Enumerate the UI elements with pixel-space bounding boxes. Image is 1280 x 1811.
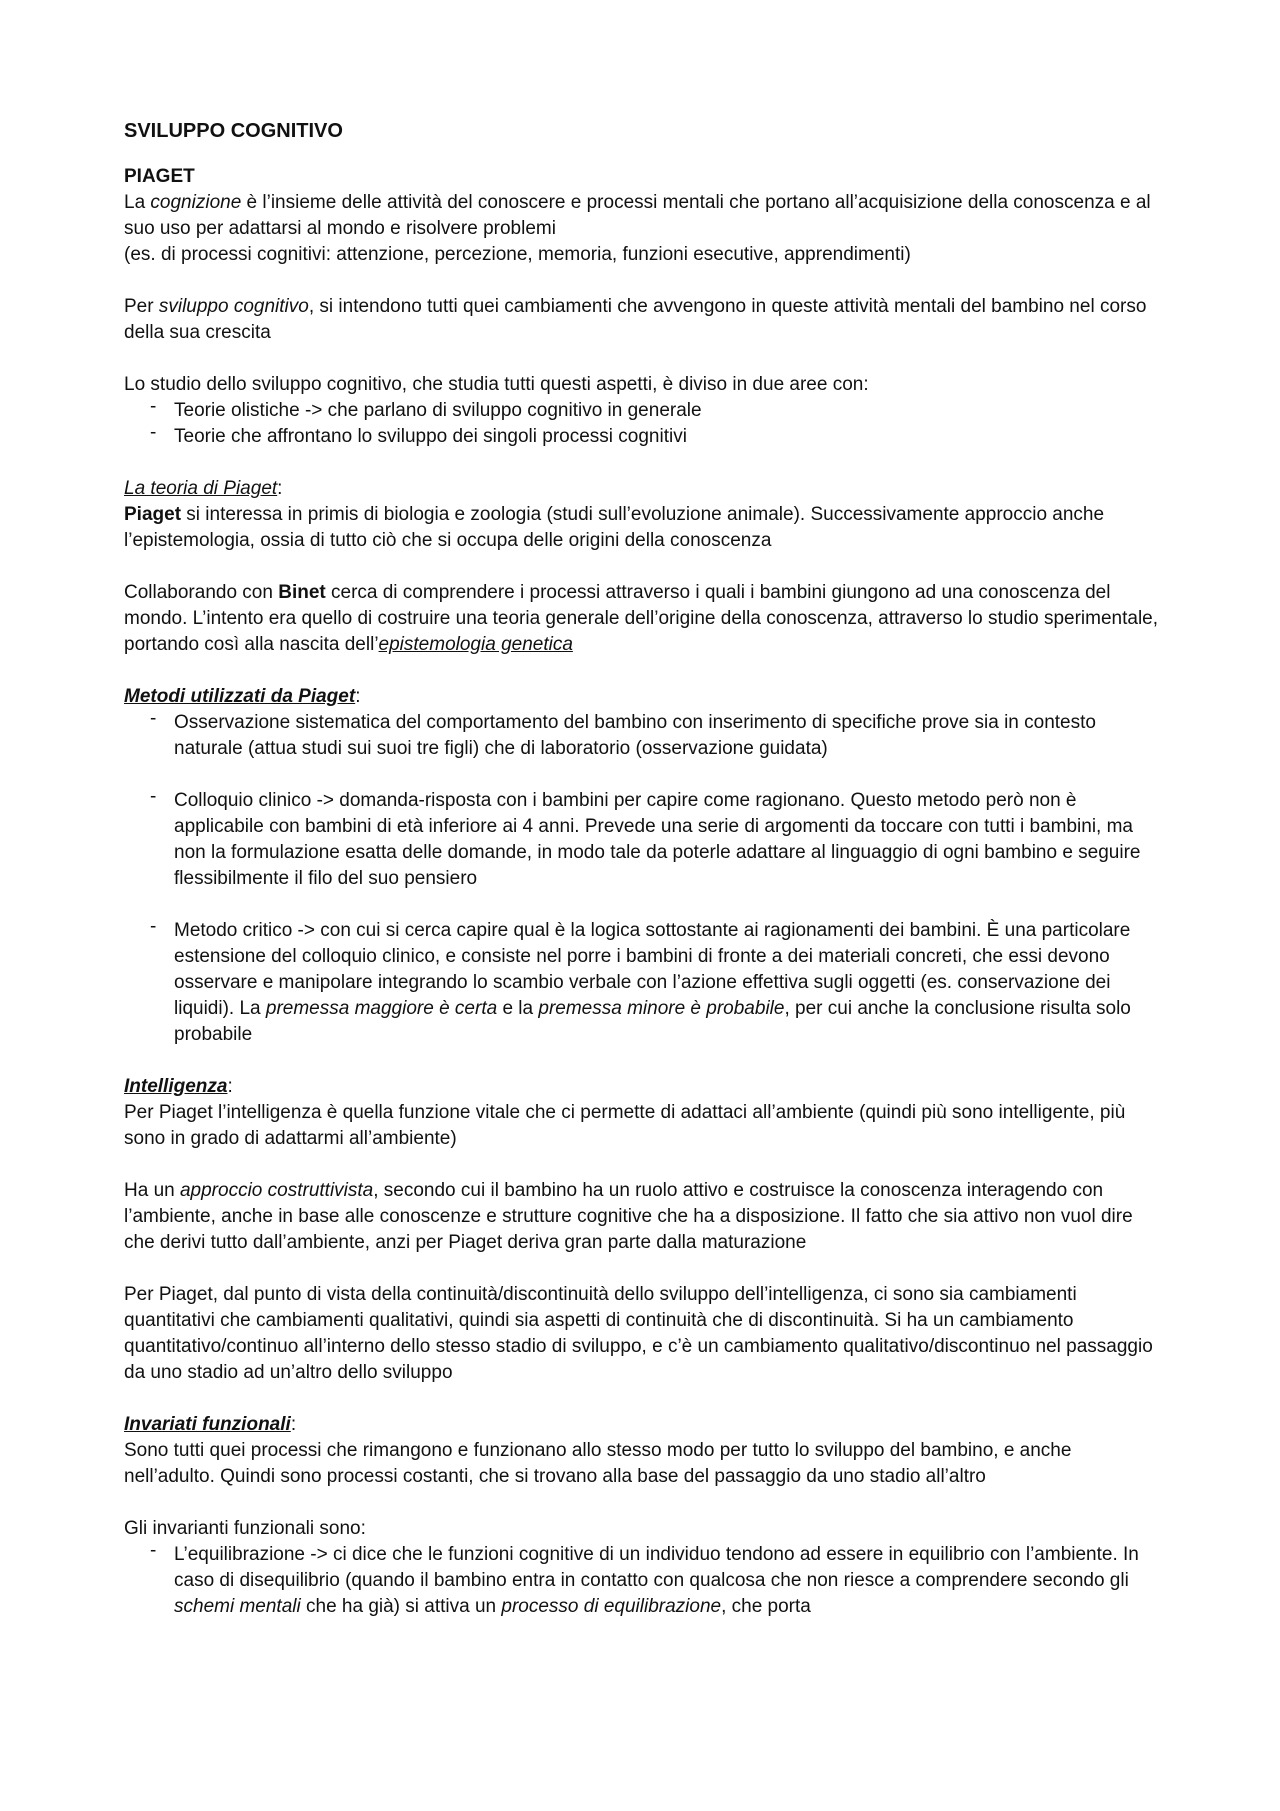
aree-intro: Lo studio dello sviluppo cognitivo, che studia tutti questi aspetti, è diviso in due aree con: <box>124 374 869 395</box>
approccio-costruttivista-term: approccio costruttivista <box>179 1180 374 1201</box>
cognitive-process-examples: (es. di processi cognitivi: attenzione, percezione, memoria, funzioni esecutive, apprendimenti) <box>124 244 911 265</box>
cognizione-term: cognizione <box>150 192 242 213</box>
section-intelligenza <box>124 1074 1164 1152</box>
approccio-paragraph: Ha un approccio costruttivista, secondo cui il bambino ha un ruolo attivo e costruisce la conoscenza interagendo con l’ambiente, anche in base alle conoscenze e strutture cognitive che ha a disposizione. Il fatto che sia attivo non vuol dire che derivi tutto dall’ambiente, anzi per Piaget deriva gran parte dalla maturazione <box>124 1180 1133 1253</box>
aree-list <box>124 398 1164 450</box>
list-item: - Osservazione sistematica del comportamento del bambino con inserimento di specifiche prove sia in contesto naturale (attua studi sui suoi tre figli) che di laboratorio (osservazione guidata) <box>124 710 1164 762</box>
binet-name: Binet <box>278 582 326 603</box>
invariati-heading: Invariati funzionali <box>124 1414 291 1435</box>
document-page <box>124 118 1164 1620</box>
invariati-paragraph: Sono tutti quei processi che rimangono e funzionano allo stesso modo per tutto lo sviluppo del bambino, e anche nell’adulto. Quindi sono processi costanti, che si trovano alla base del passaggio da uno stadio all’altro <box>124 1440 1072 1487</box>
teoria-paragraph: Piaget si interessa in primis di biologia e zoologia (studi sull’evoluzione animale). Successivamente approccio anche l’epistemologia, ossia di tutto ciò che si occupa delle origini della conoscenza <box>124 504 1105 551</box>
intelligenza-heading-line: Intelligenza: <box>124 1076 233 1097</box>
sviluppo-cognitivo-paragraph: Per sviluppo cognitivo, si intendono tutti quei cambiamenti che avvengono in queste attività mentali del bambino nel corso della sua crescita <box>124 296 1147 343</box>
list-item: - Teorie olistiche -> che parlano di sviluppo cognitivo in generale <box>124 398 1164 424</box>
metodi-heading-line: Metodi utilizzati da Piaget: <box>124 686 361 707</box>
sviluppo-cognitivo-term: sviluppo cognitivo <box>158 296 309 317</box>
metodi-heading: Metodi utilizzati da Piaget <box>124 686 356 707</box>
teoria-heading-line: La teoria di Piaget: <box>124 478 283 499</box>
metodi-list <box>124 710 1164 1048</box>
intelligenza-paragraph: Per Piaget l’intelligenza è quella funzione vitale che ci permette di adattaci all’ambiente (quindi più sono intelligente, più sono in grado di adattarmi all’ambiente) <box>124 1102 1126 1149</box>
teoria-heading: La teoria di Piaget <box>124 478 278 499</box>
document-title: SVILUPPO COGNITIVO <box>124 120 343 142</box>
list-item: - Colloquio clinico -> domanda-risposta con i bambini per capire come ragionano. Questo metodo però non è applicabile con bambini di età inferiore ai 4 anni. Prevede una serie di argomenti da toccare con tutti i bambini, ma non la formulazione esatta delle domande, in modo tale da poterle adattare al linguaggio di ogni bambino e seguire flessibilmente il filo del suo pensiero <box>124 788 1164 892</box>
invariati-heading-line: Invariati funzionali: <box>124 1414 297 1435</box>
list-item: - L’equilibrazione -> ci dice che le funzioni cognitive di un individuo tendono ad essere in equilibrio con l’ambiente. In caso di disequilibrio (quando il bambino entra in contatto con qualcosa che non riesce a comprendere secondo gli schemi mentali che ha già) si attiva un processo di equilibrazione, che porta <box>124 1542 1164 1620</box>
section-piaget-intro <box>124 164 1164 268</box>
invarianti-paragraph <box>124 1516 1164 1620</box>
piaget-name: Piaget <box>124 504 182 525</box>
invarianti-list <box>124 1542 1164 1620</box>
epistemologia-genetica-term: epistemologia genetica <box>378 634 573 655</box>
list-item: - Metodo critico -> con cui si cerca capire qual è la logica sottostante ai ragionamenti dei bambini. È una particolare estensione del colloquio clinico, e consiste nel porre i bambini di fronte a dei materiali concreti, che essi devono osservare e manipolare integrando lo scambio verbale con l’azione effettiva sugli oggetti (es. conservazione dei liquidi). La premessa maggiore è certa e la premessa minore è probabile, per cui anche la conclusione risulta solo probabile <box>124 918 1164 1048</box>
piaget-heading: PIAGET <box>124 166 195 187</box>
invarianti-intro: Gli invarianti funzionali sono: <box>124 1518 366 1539</box>
continuita-paragraph: Per Piaget, dal punto di vista della continuità/discontinuità dello sviluppo dell’intelligenza, ci sono sia cambiamenti quantitativi che cambiamenti qualitativi, quindi sia aspetti di continuità che di discontinuità. Si ha un cambiamento quantitativo/continuo all’interno dello stesso stadio di sviluppo, e c’è un cambiamento qualitativo/discontinuo nel passaggio da uno stadio ad un’altro dello sviluppo <box>124 1284 1153 1383</box>
cognizione-paragraph: La cognizione è l’insieme delle attività del conoscere e processi mentali che portano all’acquisizione della conoscenza e al suo uso per adattarsi al mondo e risolvere problemi <box>124 192 1151 239</box>
section-teoria-piaget <box>124 476 1164 554</box>
list-item: - Teorie che affrontano lo sviluppo dei singoli processi cognitivi <box>124 424 1164 450</box>
section-invariati <box>124 1412 1164 1490</box>
intelligenza-heading: Intelligenza <box>124 1076 228 1097</box>
section-metodi <box>124 684 1164 1048</box>
binet-paragraph: Collaborando con Binet cerca di comprendere i processi attraverso i quali i bambini giungono ad una conoscenza del mondo. L’intento era quello di costruire una teoria generale dell’origine della conoscenza, attraverso lo studio sperimentale, portando così alla nascita dell’epistemologia genetica <box>124 582 1159 655</box>
aree-paragraph <box>124 372 1164 450</box>
